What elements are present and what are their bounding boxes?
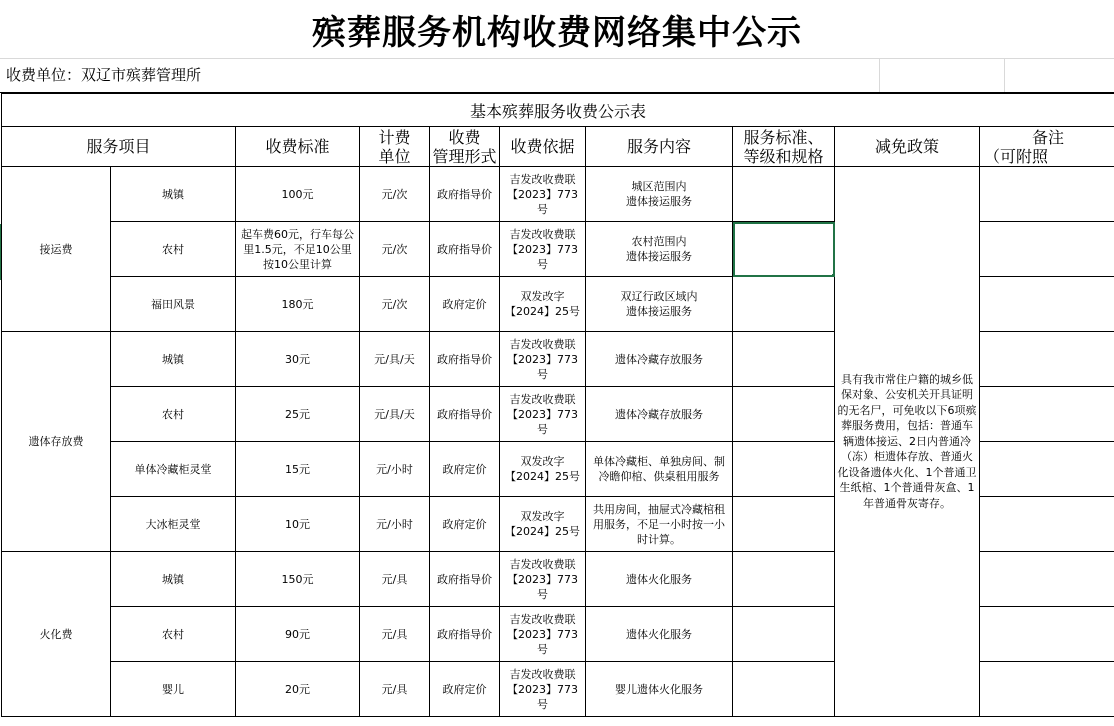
- unit-cell[interactable]: 元/具/天: [360, 387, 430, 442]
- basis-line1: 双发改字: [520, 290, 565, 303]
- mgmt-cell[interactable]: 政府指导价: [430, 167, 500, 222]
- basis-line2: 【2023】773号: [507, 407, 578, 436]
- note-cell[interactable]: [980, 552, 1114, 607]
- basis-cell[interactable]: [500, 442, 586, 497]
- unit-cell[interactable]: 元/具: [360, 662, 430, 717]
- item-cell[interactable]: 城镇: [111, 167, 236, 222]
- basis-line2: 【2023】773号: [507, 627, 578, 656]
- note-cell[interactable]: [980, 387, 1114, 442]
- basis-line2: 【2024】25号: [505, 470, 580, 483]
- unit-cell[interactable]: 元/具: [360, 607, 430, 662]
- gridline: [1004, 58, 1005, 92]
- basis-line1: 双发改字: [520, 510, 565, 523]
- basis-line1: 吉发改收费联: [509, 227, 576, 241]
- unit-cell[interactable]: 元/次: [360, 167, 430, 222]
- header-row: [2, 127, 1114, 167]
- content-cell[interactable]: 遗体冷藏存放服务: [586, 387, 733, 442]
- content-cell[interactable]: 农村范围内 遗体接运服务: [586, 222, 733, 277]
- fee-unit-label: 收费单位：双辽市殡葬管理所: [6, 66, 202, 84]
- header-unit[interactable]: [360, 127, 430, 167]
- content-cell[interactable]: 婴儿遗体火化服务: [586, 662, 733, 717]
- item-cell[interactable]: 大冰柜灵堂: [111, 497, 236, 552]
- level-cell[interactable]: [733, 662, 835, 717]
- mgmt-cell[interactable]: 政府定价: [430, 442, 500, 497]
- unit-cell[interactable]: 元/小时: [360, 442, 430, 497]
- gridline: [879, 58, 880, 92]
- basis-line1: 吉发改收费联: [509, 557, 576, 571]
- mgmt-cell[interactable]: 政府指导价: [430, 607, 500, 662]
- unit-cell[interactable]: 元/次: [360, 277, 430, 332]
- level-cell[interactable]: [733, 497, 835, 552]
- item-cell[interactable]: 婴儿: [111, 662, 236, 717]
- level-cell[interactable]: [733, 222, 835, 277]
- policy-cell[interactable]: 具有我市常住户籍的城乡低保对象、公安机关开具证明的无名尸，可免收以下6项殡葬服务费用，包括：普通车辆遗体接运、2日内普通冷（冻）柜遗体存放、普通火化设备遗体火化、1个普通卫生纸棺、1个普通骨灰盒、1年普通骨灰寄存。: [835, 167, 980, 717]
- content-cell[interactable]: 单体冷藏柜、单独房间、制冷瞻仰棺、供桌租用服务: [586, 442, 733, 497]
- standard-cell[interactable]: 180元: [236, 277, 360, 332]
- level-cell[interactable]: [733, 442, 835, 497]
- mgmt-cell[interactable]: 政府定价: [430, 277, 500, 332]
- item-cell[interactable]: 农村: [111, 387, 236, 442]
- standard-cell[interactable]: 20元: [236, 662, 360, 717]
- table-row: [2, 167, 1114, 222]
- standard-cell[interactable]: 10元: [236, 497, 360, 552]
- note-cell[interactable]: [980, 167, 1114, 222]
- note-cell[interactable]: [980, 607, 1114, 662]
- basis-cell[interactable]: [500, 497, 586, 552]
- content-cell[interactable]: 城区范围内 遗体接运服务: [586, 167, 733, 222]
- header-level-line2: 等级和规格: [743, 146, 824, 166]
- level-cell[interactable]: [733, 607, 835, 662]
- basis-line2: 【2024】25号: [505, 525, 580, 538]
- level-cell[interactable]: [733, 167, 835, 222]
- basis-cell[interactable]: [500, 332, 586, 387]
- header-note-line1: 备注: [1032, 127, 1065, 147]
- standard-cell[interactable]: 150元: [236, 552, 360, 607]
- item-cell[interactable]: 福田风景: [111, 277, 236, 332]
- note-cell[interactable]: [980, 277, 1114, 332]
- basis-line1: 吉发改收费联: [509, 172, 576, 186]
- page-title: 殡葬服务机构收费网络集中公示: [0, 0, 1114, 59]
- level-cell[interactable]: [733, 387, 835, 442]
- note-cell[interactable]: [980, 222, 1114, 277]
- header-mgmt[interactable]: [430, 127, 500, 167]
- basis-cell[interactable]: [500, 277, 586, 332]
- item-cell[interactable]: 农村: [111, 222, 236, 277]
- header-standard[interactable]: 收费标准: [236, 127, 360, 167]
- basis-cell[interactable]: [500, 607, 586, 662]
- basis-cell[interactable]: [500, 662, 586, 717]
- level-cell[interactable]: [733, 332, 835, 387]
- unit-cell[interactable]: 元/小时: [360, 497, 430, 552]
- header-level[interactable]: [733, 127, 835, 167]
- level-cell[interactable]: [733, 277, 835, 332]
- basis-line1: 吉发改收费联: [509, 667, 576, 681]
- header-mgmt-line2: 管理形式: [432, 146, 497, 166]
- item-cell[interactable]: 城镇: [111, 332, 236, 387]
- content-cell[interactable]: 遗体冷藏存放服务: [586, 332, 733, 387]
- header-unit-line1: 计费: [378, 127, 411, 147]
- header-service[interactable]: 服务项目: [2, 127, 236, 167]
- fee-unit-row: [0, 58, 1114, 93]
- basis-line1: 双发改字: [520, 455, 565, 468]
- mgmt-cell[interactable]: 政府指导价: [430, 552, 500, 607]
- level-cell[interactable]: [733, 552, 835, 607]
- note-cell[interactable]: [980, 442, 1114, 497]
- basis-line1: 吉发改收费联: [509, 337, 576, 351]
- basis-line2: 【2024】25号: [505, 305, 580, 318]
- basis-line2: 【2023】773号: [507, 572, 578, 601]
- group-name-cell[interactable]: 遗体存放费: [2, 332, 111, 552]
- unit-cell[interactable]: 元/具/天: [360, 332, 430, 387]
- unit-cell[interactable]: 元/次: [360, 222, 430, 277]
- basis-cell[interactable]: [500, 222, 586, 277]
- content-cell[interactable]: 遗体火化服务: [586, 607, 733, 662]
- mgmt-cell[interactable]: 政府指导价: [430, 332, 500, 387]
- standard-cell[interactable]: 100元: [236, 167, 360, 222]
- standard-cell[interactable]: 90元: [236, 607, 360, 662]
- fee-table: [1, 93, 1114, 717]
- standard-cell[interactable]: 30元: [236, 332, 360, 387]
- group-name-cell[interactable]: 火化费: [2, 552, 111, 717]
- mgmt-cell[interactable]: 政府定价: [430, 662, 500, 717]
- mgmt-cell[interactable]: 政府定价: [430, 497, 500, 552]
- standard-cell[interactable]: 起车费60元，行车每公里1.5元，不足10公里按10公里计算: [236, 222, 360, 277]
- basis-line2: 【2023】773号: [507, 242, 578, 271]
- header-note-line2: （可附照: [984, 146, 1049, 166]
- basis-line2: 【2023】773号: [507, 187, 578, 216]
- item-cell[interactable]: 单体冷藏柜灵堂: [111, 442, 236, 497]
- header-basis[interactable]: 收费依据: [500, 127, 586, 167]
- content-cell[interactable]: 双辽行政区域内 遗体接运服务: [586, 277, 733, 332]
- basis-line1: 吉发改收费联: [509, 392, 576, 406]
- note-cell[interactable]: [980, 497, 1114, 552]
- header-content[interactable]: 服务内容: [586, 127, 733, 167]
- content-cell[interactable]: 遗体火化服务: [586, 552, 733, 607]
- basis-cell[interactable]: [500, 552, 586, 607]
- mgmt-cell[interactable]: 政府指导价: [430, 387, 500, 442]
- basis-cell[interactable]: [500, 167, 586, 222]
- note-cell[interactable]: [980, 332, 1114, 387]
- mgmt-cell[interactable]: 政府指导价: [430, 222, 500, 277]
- standard-cell[interactable]: 25元: [236, 387, 360, 442]
- unit-cell[interactable]: 元/具: [360, 552, 430, 607]
- item-cell[interactable]: 农村: [111, 607, 236, 662]
- basis-line1: 吉发改收费联: [509, 612, 576, 626]
- header-note[interactable]: [980, 127, 1114, 167]
- table-subtitle[interactable]: 基本殡葬服务收费公示表: [2, 94, 1114, 127]
- header-unit-line2: 单位: [378, 146, 411, 166]
- basis-line2: 【2023】773号: [507, 352, 578, 381]
- standard-cell[interactable]: 15元: [236, 442, 360, 497]
- basis-line2: 【2023】773号: [507, 682, 578, 711]
- content-cell[interactable]: 共用房间，抽屉式冷藏棺租用服务，不足一小时按一小时计算。: [586, 497, 733, 552]
- note-cell[interactable]: [980, 662, 1114, 717]
- header-policy[interactable]: 减免政策: [835, 127, 980, 167]
- header-level-line1: 服务标准、: [743, 127, 824, 147]
- item-cell[interactable]: 城镇: [111, 552, 236, 607]
- basis-cell[interactable]: [500, 387, 586, 442]
- group-name-cell[interactable]: 接运费: [2, 167, 111, 332]
- header-mgmt-line1: 收费: [448, 127, 481, 147]
